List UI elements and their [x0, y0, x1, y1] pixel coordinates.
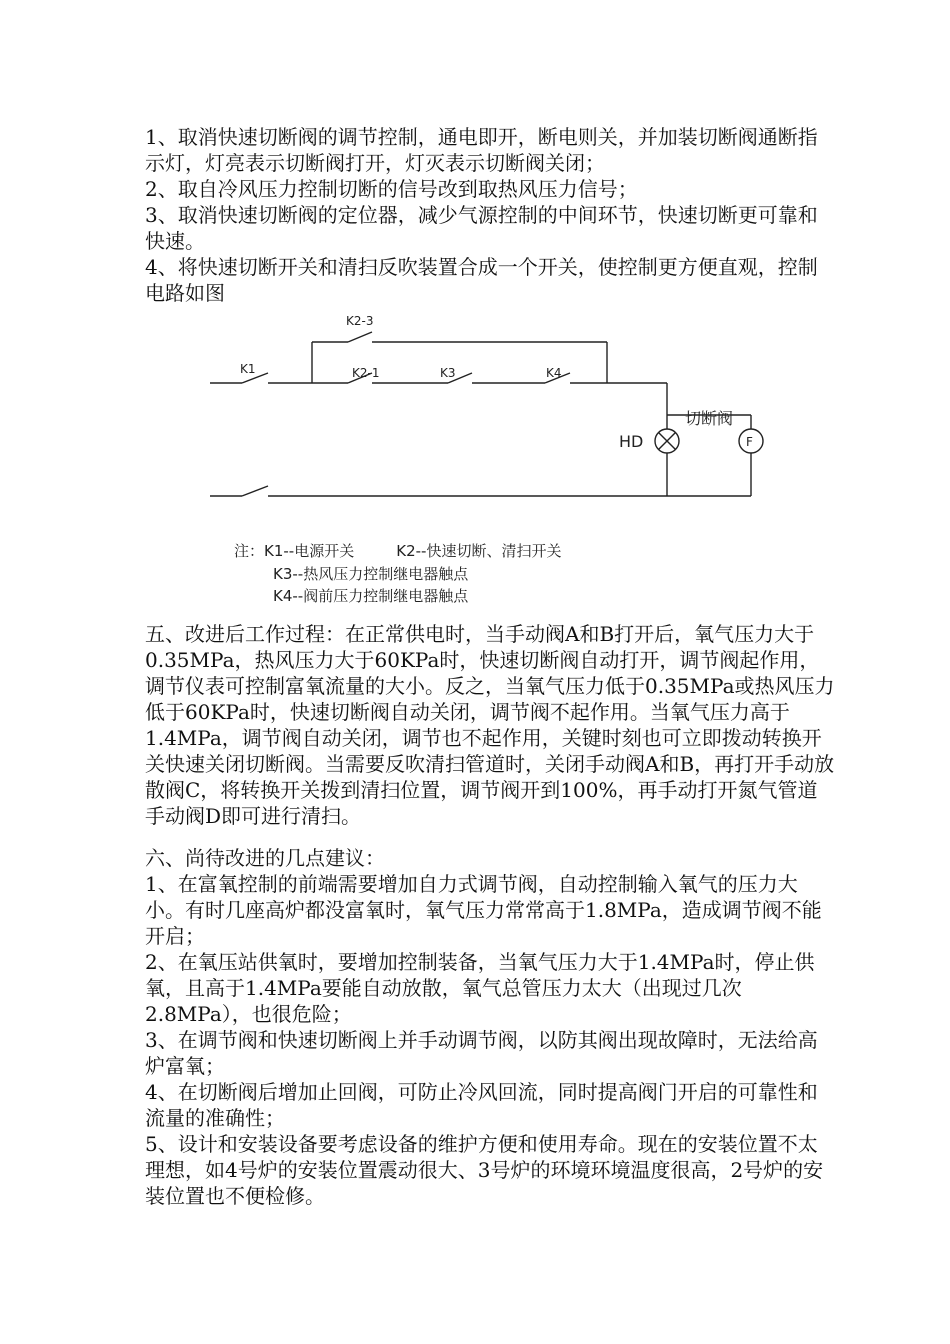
label-hd: HD — [619, 432, 644, 451]
section-6-heading: 六、尚待改进的几点建议： — [145, 846, 385, 870]
intro-item-2: 2、取自冷风压力控制切断的信号改到取热风压力信号； — [145, 177, 638, 201]
section-6 — [145, 845, 835, 1209]
section-5 — [145, 621, 835, 829]
section-6-item-3: 3、在调节阀和快速切断阀上并手动调节阀，以防其阀出现故障时，无法给高炉富氧； — [145, 1028, 818, 1078]
indicator-lamp-icon — [655, 429, 679, 453]
note-k3: K3--热风压力控制继电器触点 — [273, 565, 469, 583]
intro-list — [145, 124, 835, 306]
section-6-item-4: 4、在切断阀后增加止回阀，可防止冷风回流，同时提高阀门开启的可靠性和流量的准确性； — [145, 1080, 818, 1130]
label-valve: 切断阀 — [685, 409, 734, 428]
section-6-item-2: 2、在氧压站供氧时，要增加控制装备，当氧气压力大于1.4MPa时，停止供氧，且高于1.4MPa要能自动放散，氧气总管压力太大（出现过几次2.8MPa），也很危险； — [145, 950, 815, 1026]
label-k1: K1 — [240, 362, 256, 376]
label-k2-1: K2-1 — [352, 366, 380, 380]
note-prefix: 注： — [234, 542, 265, 560]
intro-item-3: 3、取消快速切断阀的定位器，减少气源控制的中间环节，快速切断更可靠和快速。 — [145, 203, 818, 253]
label-f: F — [746, 435, 753, 449]
intro-item-4: 4、将快速切断开关和清扫反吹装置合成一个开关，使控制更方便直观，控制电路如图 — [145, 255, 818, 305]
k2-3-contact — [348, 332, 372, 342]
section-5-text: 五、改进后工作过程：在正常供电时，当手动阀A和B打开后，氧气压力大于0.35MPa，热风压力大于60KPa时，快速切断阀自动打开，调节阀起作用，调节仪表可控制富氧流量的大小。反之，当氧气压力低于0.35MPa或热风压力低于60KPa时，快速切断阀自动关闭，调节阀不起作用。当氧气压力高于1.4MPa，调节阀自动关闭，调节也不起作用，关键时刻也可立即拨动转换开关快速关闭切断阀。当需要反吹清扫管道时，关闭手动阀A和B，再打开手动放散阀C，将转换开关拨到清扫位置，调节阀开到100%，再手动打开氮气管道手动阀D即可进行清扫。 — [145, 622, 835, 828]
note-k4: K4--阀前压力控制继电器触点 — [273, 587, 469, 605]
diagram-note-k1-k2 — [234, 540, 561, 561]
note-k2: K2--快速切断、清扫开关 — [396, 542, 562, 560]
intro-item-1: 1、取消快速切断阀的调节控制，通电即开，断电则关，并加装切断阀通断指示灯，灯亮表示切断阀打开，灯灭表示切断阀关闭； — [145, 125, 818, 175]
label-k2-3: K2-3 — [346, 314, 374, 328]
label-k4: K4 — [546, 366, 562, 380]
section-6-item-1: 1、在富氧控制的前端需要增加自力式调节阀，自动控制输入氧气的压力大小。有时几座高炉都没富氧时，氧气压力常常高于1.8MPa，造成调节阀不能开启； — [145, 872, 822, 948]
section-6-item-5: 5、设计和安装设备要考虑设备的维护方便和使用寿命。现在的安装位置不太理想，如4号炉的安装位置震动很大、3号炉的环境环境温度很高，2号炉的安装位置也不便检修。 — [145, 1132, 824, 1208]
note-k1: K1--电源开关 — [264, 542, 355, 560]
label-k3: K3 — [440, 366, 456, 380]
control-circuit-diagram — [200, 305, 780, 505]
